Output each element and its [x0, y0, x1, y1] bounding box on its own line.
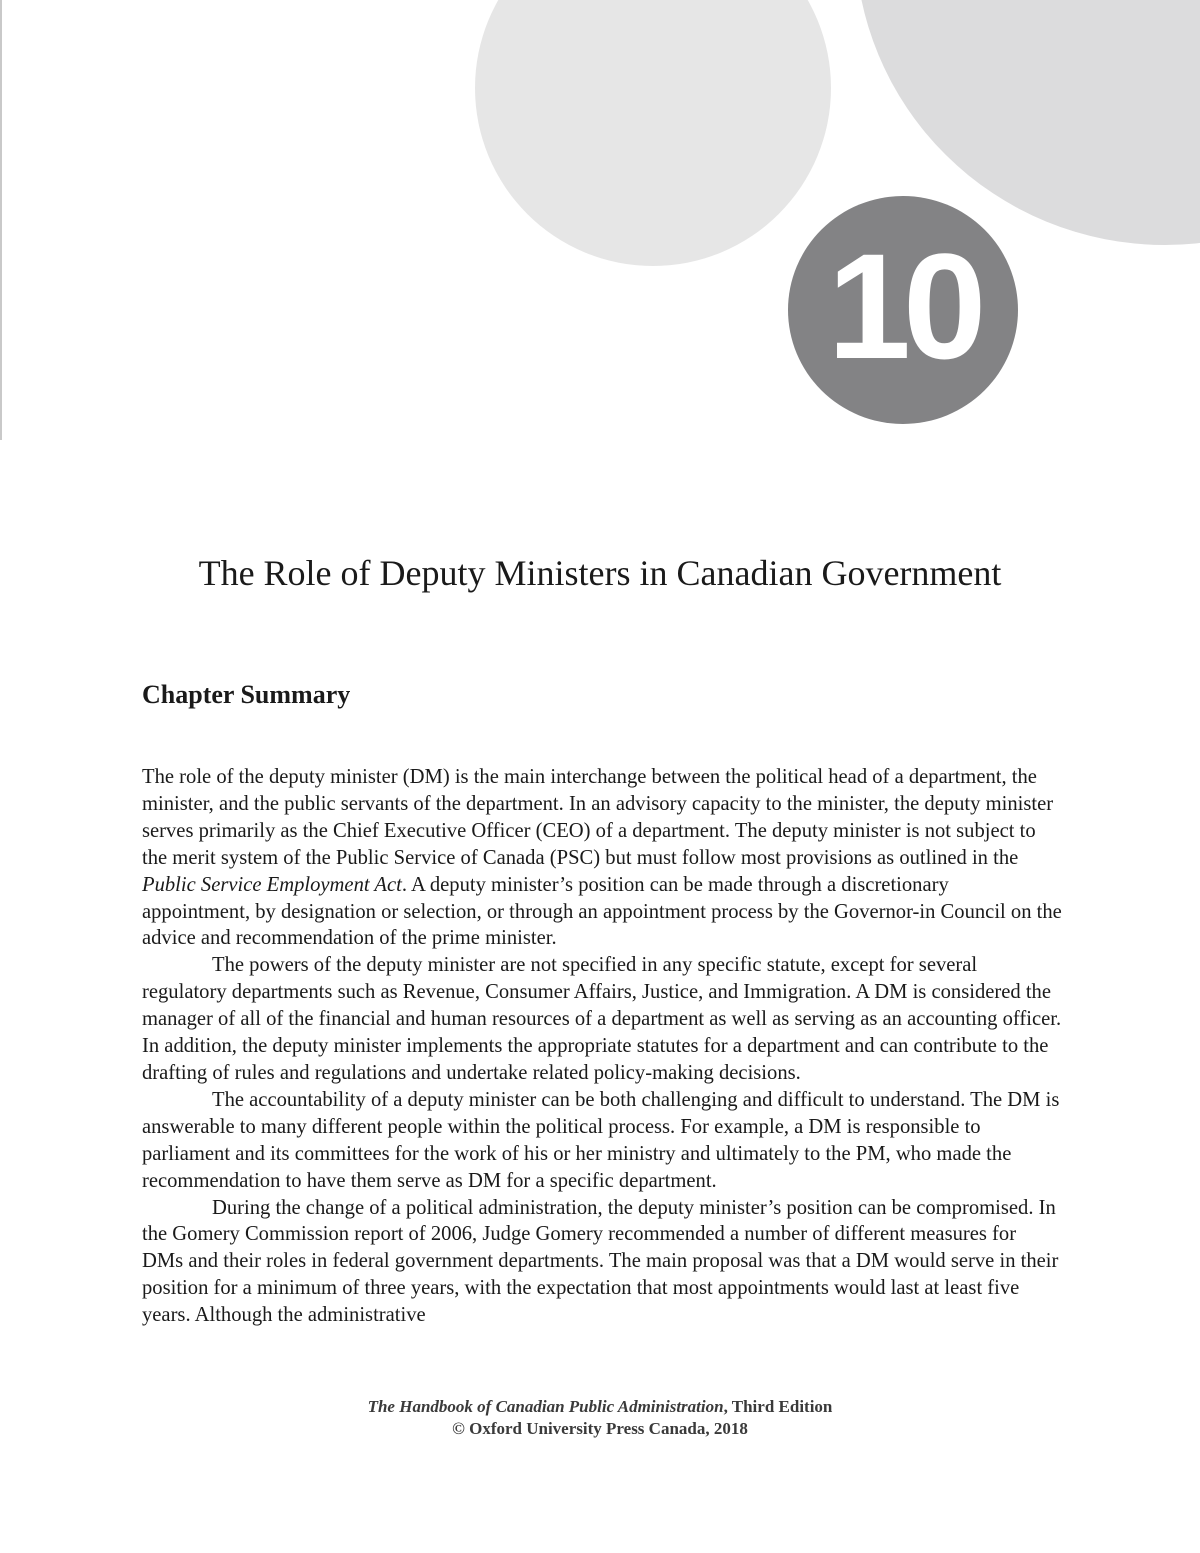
summary-paragraph-3: The accountability of a deputy minister can be both challenging and difficult to understand. The DM is answerable to many different people within the political process. For example, a DM is responsible to parliament and its committees for the work of his or her ministry and ultimately to the PM, who made the recommendation to have them serve as DM for a specific department. [142, 1088, 1060, 1192]
page-edge-line [0, 0, 2, 440]
chapter-number-badge [788, 196, 1018, 424]
chapter-number: 10 [827, 222, 979, 390]
decorative-circle-light [475, 0, 831, 266]
page-footer [0, 1396, 1200, 1440]
summary-paragraph-2: The powers of the deputy minister are not specified in any specific statute, except for several regulatory departments such as Revenue, Consumer Affairs, Justice, and Immigration. A DM is considered the manager of all of the financial and human resources of a department as well as serving as an accounting officer. In addition, the deputy minister implements the appropriate statutes for a department and can contribute to the drafting of rules and regulations and undertake related policy-making decisions. [142, 954, 1062, 1084]
section-heading: Chapter Summary [142, 680, 351, 709]
footer-book-title: The Handbook of Canadian Public Administration [367, 1397, 724, 1416]
chapter-summary-body [142, 764, 1062, 1329]
summary-paragraph-1 [142, 764, 1062, 952]
act-title-italic: Public Service Employment Act [142, 873, 402, 896]
footer-copyright: © Oxford University Press Canada, 2018 [452, 1419, 748, 1438]
footer-book-line [0, 1396, 1200, 1418]
chapter-title: The Role of Deputy Ministers in Canadian Government [198, 553, 1002, 593]
paragraph-1-text-start: The role of the deputy minister (DM) is the main interchange between the political head of a department, the minister, and the public servants of the department. In an advisory capacity to the minister, the deputy minister serves primarily as the Chief Executive Officer (CEO) of a department. The deputy minister is not subject to the merit system of the Public Service of Canada (PSC) but must follow most provisions as outlined in the [142, 766, 1054, 869]
summary-paragraph-4: During the change of a political administration, the deputy minister’s position can be compromised. In the Gomery Commission report of 2006, Judge Gomery recommended a number of different measures for DMs and their roles in federal government departments. The main proposal was that a DM would serve in their position for a minimum of three years, with the expectation that most appointments would last at least five years. Although the administrative [142, 1196, 1059, 1327]
footer-edition: , Third Edition [723, 1397, 833, 1416]
paragraph-1-text-end: . A deputy minister’s position can be made through a discretionary appointment, by designation or selection, or through an appointment process by the Governor-in Council on the advice and recommendation of the prime minister. [142, 873, 1062, 950]
